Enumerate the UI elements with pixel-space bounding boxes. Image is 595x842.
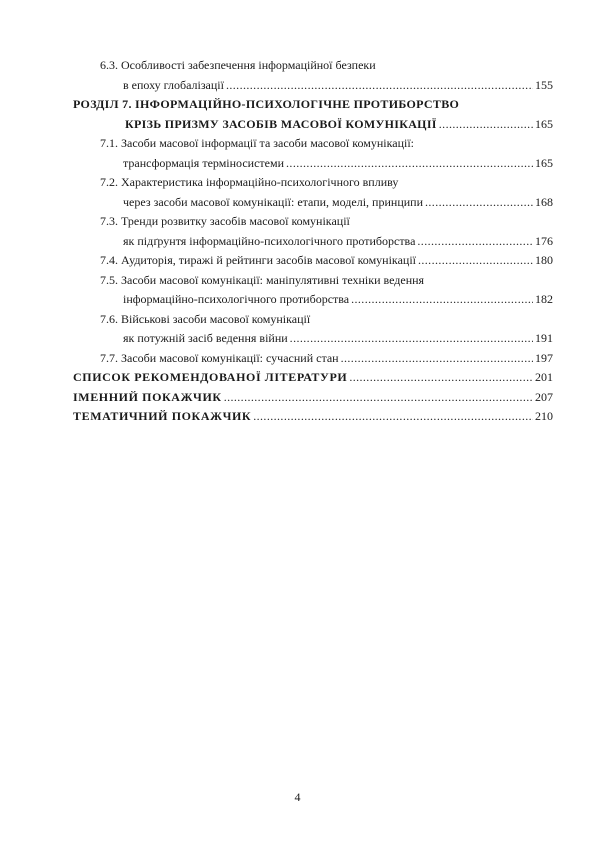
toc-entry-7-7	[73, 349, 553, 369]
dot-leader	[425, 193, 533, 213]
section-number: 7.2.	[100, 175, 118, 189]
toc-entry-7-2-title	[73, 173, 553, 193]
dot-leader	[253, 407, 533, 427]
section-number: 6.3.	[100, 58, 118, 72]
toc-entry-7-6-title	[73, 310, 553, 330]
page-number: 4	[294, 790, 301, 804]
section-title: Тренди розвитку засобів масової комунікації	[121, 214, 350, 228]
chapter-heading-continuation	[73, 115, 553, 135]
toc-entry-7-3-continuation	[73, 232, 553, 252]
section-title: Аудиторія, тиражі й рейтинги засобів масової комунікації	[121, 253, 416, 267]
section-title: Засоби масової інформації та засоби масової комунікації:	[121, 136, 415, 150]
page-ref: 197	[535, 350, 553, 365]
section-number: 7.4.	[100, 253, 118, 267]
page-ref: 176	[535, 233, 553, 248]
dot-leader	[439, 115, 533, 135]
page-ref: 207	[535, 389, 553, 404]
page-ref: 165	[535, 155, 553, 170]
toc-entry-bibliography	[73, 368, 553, 388]
dot-leader	[341, 349, 533, 369]
table-of-contents	[73, 56, 553, 427]
toc-entry-7-5-title	[73, 271, 553, 291]
section-title-continuation: як підґрунтя інформаційно-психологічного протиборства	[123, 233, 416, 248]
dot-leader	[290, 329, 533, 349]
section-title-continuation: трансформація терміносистеми	[123, 155, 285, 170]
toc-entry-7-6-continuation	[73, 329, 553, 349]
dot-leader	[418, 251, 533, 271]
toc-entry-7-4	[73, 251, 553, 271]
page-ref: 201	[535, 370, 553, 384]
page-ref: 155	[535, 77, 553, 92]
page-ref: 210	[535, 409, 553, 423]
toc-entry-7-3-title	[73, 212, 553, 232]
dot-leader	[417, 232, 533, 252]
page-ref: 165	[535, 116, 553, 131]
chapter-title-continuation: КРІЗЬ ПРИЗМУ ЗАСОБІВ МАСОВОЇ КОМУНІКАЦІЇ	[125, 116, 437, 131]
dot-leader	[226, 76, 533, 96]
toc-entry-6-3-title	[73, 56, 553, 76]
section-number: 7.7.	[100, 350, 118, 365]
dot-leader	[224, 388, 533, 408]
toc-entry-7-2-continuation	[73, 193, 553, 213]
section-title-continuation: як потужній засіб ведення війни	[123, 331, 288, 345]
section-title: Особливості забезпечення інформаційної безпеки	[121, 58, 376, 72]
section-number: 7.3.	[100, 214, 118, 228]
section-number: 7.5.	[100, 272, 118, 287]
toc-entry-subject-index	[73, 407, 553, 427]
toc-entry-7-5-continuation	[73, 290, 553, 310]
top-level-title: ІМЕННИЙ ПОКАЖЧИК	[73, 389, 222, 404]
section-title-continuation: через засоби масової комунікації: етапи, моделі, принципи	[123, 194, 423, 209]
section-title-continuation: в епоху глобалізації	[123, 77, 224, 92]
section-title: Військові засоби масової комунікації	[121, 311, 311, 326]
section-number: 7.1.	[100, 136, 118, 150]
section-title-continuation: інформаційно-психологічного протиборства	[123, 292, 350, 306]
toc-entry-name-index	[73, 388, 553, 408]
dot-leader	[286, 154, 533, 174]
section-title: Засоби масової комунікації: сучасний стан	[121, 350, 339, 365]
section-title: Засоби масової комунікації: маніпулятивні техніки ведення	[121, 272, 425, 287]
toc-entry-6-3-continuation	[73, 76, 553, 96]
dot-leader	[349, 368, 533, 388]
section-title-line	[100, 349, 339, 369]
section-number: 7.6.	[100, 311, 118, 326]
page-ref: 191	[535, 331, 553, 345]
toc-entry-7-1-title	[73, 134, 553, 154]
top-level-title: ТЕМАТИЧНИЙ ПОКАЖЧИК	[73, 409, 252, 423]
page-ref: 180	[535, 253, 553, 267]
top-level-title: СПИСОК РЕКОМЕНДОВАНОЇ ЛІТЕРАТУРИ	[73, 370, 348, 384]
section-title: Характеристика інформаційно-психологічного впливу	[121, 175, 399, 189]
chapter-heading	[73, 95, 553, 115]
page-ref: 182	[535, 292, 553, 306]
toc-entry-7-1-continuation	[73, 154, 553, 174]
page-ref: 168	[535, 194, 553, 209]
chapter-title: РОЗДІЛ 7. ІНФОРМАЦІЙНО-ПСИХОЛОГІЧНЕ ПРОТИБОРСТВО	[73, 97, 460, 111]
section-title-line	[100, 251, 416, 271]
dot-leader	[351, 290, 533, 310]
